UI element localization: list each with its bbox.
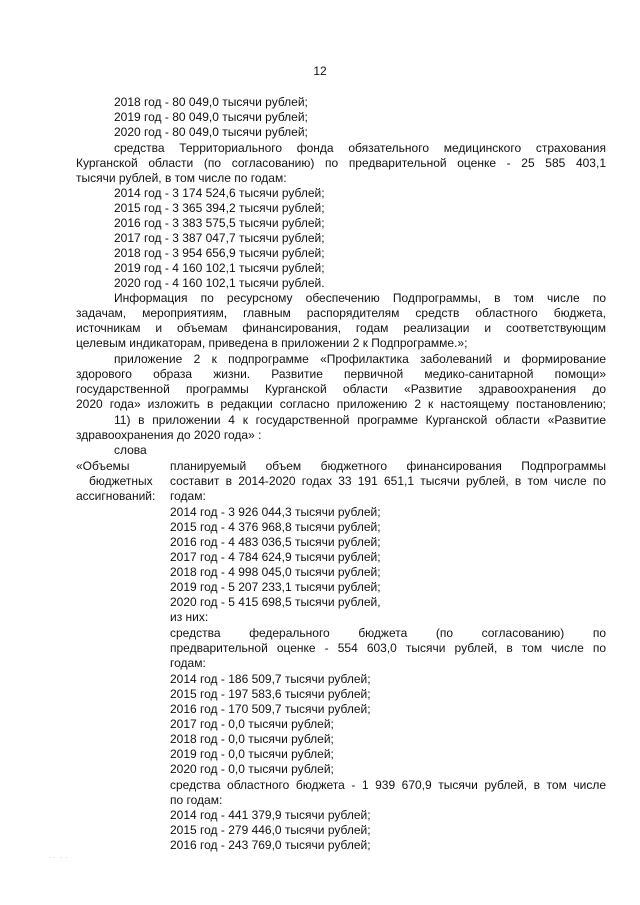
paragraph-line: целевым индикаторам, приведена в приложении 2 к Подпрограмме.»; [76, 336, 468, 350]
table-label: бюджетных [89, 474, 153, 488]
paragraph-line: средства областного бюджета - 1 939 670,9 тысячи рублей, в том числе [170, 778, 606, 792]
text-line: 2019 год - 5 207 233,1 тысячи рублей; [170, 580, 381, 594]
text-line: 2017 год - 0,0 тысячи рублей; [170, 717, 334, 731]
text-line: 2015 год - 4 376 968,8 тысячи рублей; [170, 520, 381, 534]
paragraph-line: здорового образа жизни. Развитие первичной медико-санитарной помощи» [76, 367, 606, 381]
text-line: слова [114, 443, 147, 457]
text-line: 2015 год - 197 583,6 тысячи рублей; [170, 687, 371, 701]
text-line: 2016 год - 170 509,7 тысячи рублей; [170, 702, 371, 716]
scan-speck: · · · · [48, 853, 68, 862]
paragraph-line: средства Территориального фонда обязательного медицинского страхования [114, 141, 606, 155]
text-line: 2018 год - 4 998 045,0 тысячи рублей; [170, 565, 381, 579]
table-label: ассигнований: [76, 489, 156, 503]
text-line: 2015 год - 279 446,0 тысячи рублей; [170, 823, 371, 837]
text-line: 2020 год - 4 160 102,1 тысячи рублей. [114, 276, 325, 290]
text-line: 2014 год - 3 926 044,3 тысячи рублей; [170, 505, 381, 519]
paragraph-line: здравоохранения до 2020 года» : [76, 428, 262, 442]
text-line: 2020 год - 5 415 698,5 тысячи рублей, [170, 595, 381, 609]
text-line: 2020 год - 0,0 тысячи рублей; [170, 762, 334, 776]
text-line: 2014 год - 186 509,7 тысячи рублей; [170, 672, 371, 686]
text-line: 2020 год - 80 049,0 тысячи рублей; [114, 125, 308, 139]
paragraph-line: тысячи рублей, в том числе по годам: [76, 171, 287, 185]
text-line: 2019 год - 0,0 тысячи рублей; [170, 747, 334, 761]
text-line: 2016 год - 243 769,0 тысячи рублей; [170, 838, 371, 852]
paragraph-line: 2020 года» изложить в редакции согласно приложению 2 к настоящему постановлению; [76, 397, 606, 411]
page-number: 12 [313, 64, 327, 78]
paragraph-line: 11) в приложении 4 к государственной программе Курганской области «Развитие [114, 413, 606, 427]
paragraph-line: по годам: [170, 793, 223, 807]
paragraph-line: Информация по ресурсному обеспечению Подпрограммы, в том числе по [114, 291, 606, 305]
paragraph-line: источникам и объемам финансирования, годам реализации и соответствующим [76, 321, 606, 335]
paragraph-line: планируемый объем бюджетного финансирования Подпрограммы [170, 459, 606, 473]
text-line: 2016 год - 4 483 036,5 тысячи рублей; [170, 535, 381, 549]
table-label: «Объемы [76, 459, 130, 473]
text-line: 2018 год - 80 049,0 тысячи рублей; [114, 95, 308, 109]
paragraph-line: государственной программы Курганской области «Развитие здравоохранения до [76, 382, 606, 396]
paragraph-line: годам: [170, 489, 206, 503]
text-line: 2014 год - 3 174 524,6 тысячи рублей; [114, 186, 325, 200]
text-line: 2014 год - 441 379,9 тысячи рублей; [170, 808, 371, 822]
paragraph-line: Курганской области (по согласованию) по предварительной оценке - 25 585 403,1 [76, 156, 606, 170]
text-line: 2018 год - 0,0 тысячи рублей; [170, 732, 334, 746]
paragraph-line: средства федерального бюджета (по согласованию) по [170, 626, 606, 640]
text-line: 2017 год - 4 784 624,9 тысячи рублей; [170, 550, 381, 564]
paragraph-line: задачам, мероприятиям, главным распорядителям средств областного бюджета, [76, 306, 606, 320]
text-line: 2015 год - 3 365 394,2 тысячи рублей; [114, 201, 325, 215]
text-line: 2019 год - 80 049,0 тысячи рублей; [114, 110, 308, 124]
paragraph-line: годам: [170, 656, 206, 670]
text-line: 2018 год - 3 954 656,9 тысячи рублей; [114, 246, 325, 260]
paragraph-line: предварительной оценке - 554 603,0 тысячи рублей, в том числе по [170, 641, 606, 655]
text-line: 2019 год - 4 160 102,1 тысячи рублей; [114, 261, 325, 275]
text-line: 2017 год - 3 387 047,7 тысячи рублей; [114, 231, 325, 245]
paragraph-line: составит в 2014-2020 годах 33 191 651,1 тысячи рублей, в том числе по [170, 474, 606, 488]
paragraph-line: приложение 2 к подпрограмме «Профилактика заболеваний и формирование [114, 352, 606, 366]
text-line: 2016 год - 3 383 575,5 тысячи рублей; [114, 216, 325, 230]
text-line: из них: [170, 610, 209, 624]
